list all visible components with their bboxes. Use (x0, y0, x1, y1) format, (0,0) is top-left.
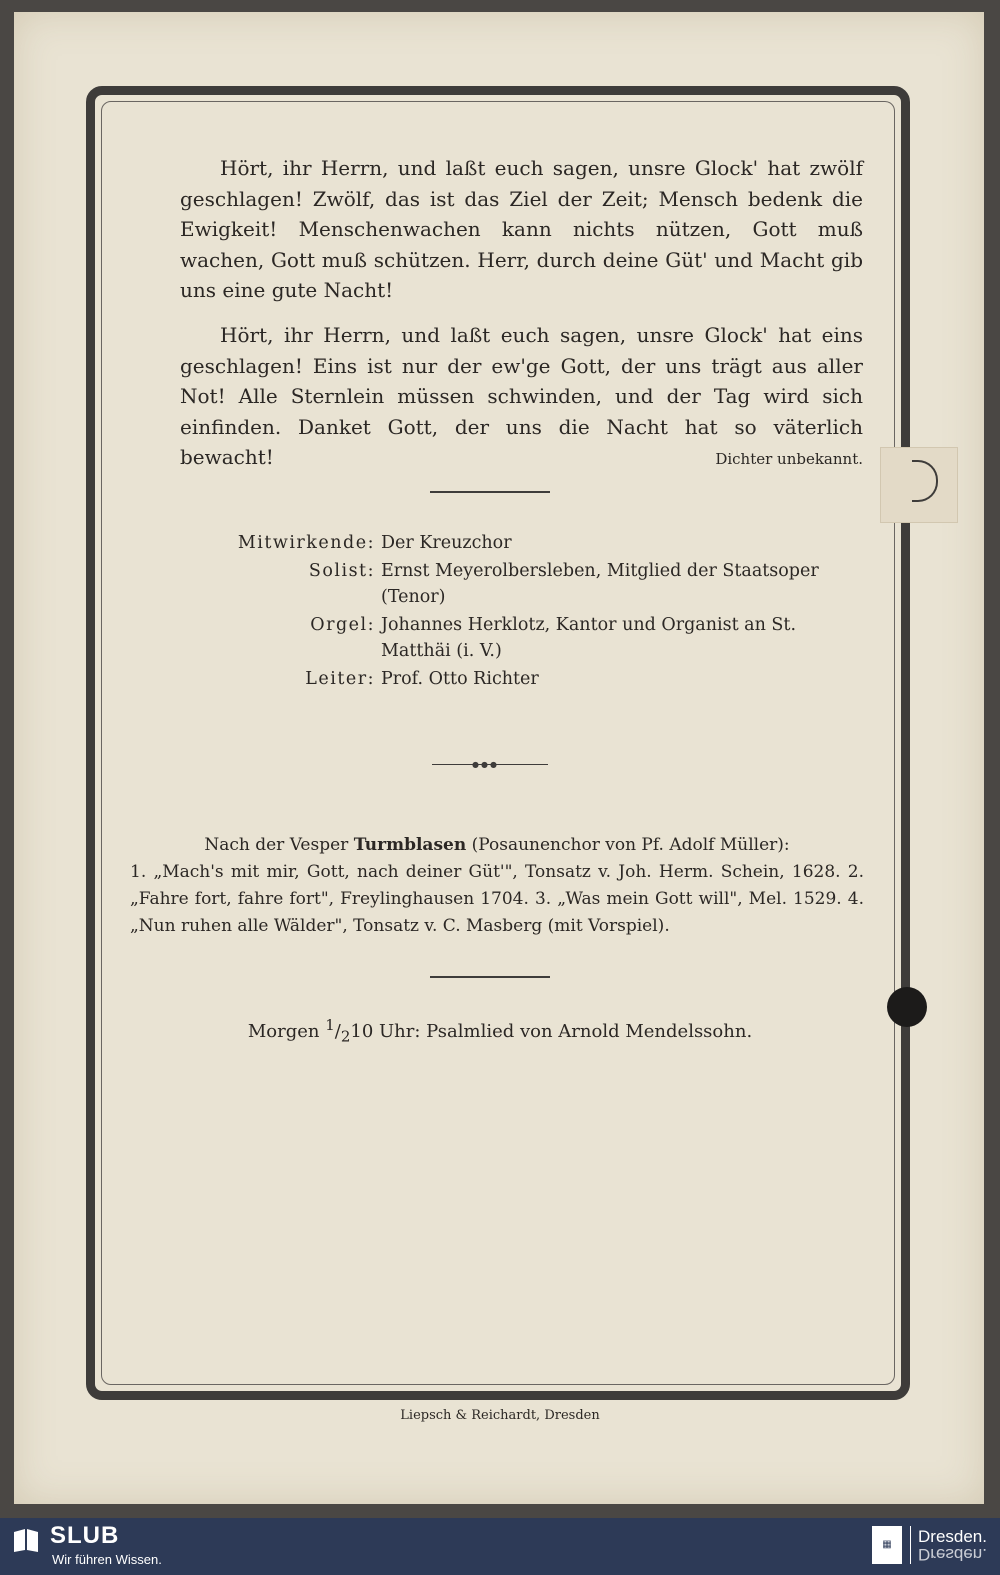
turmblasen-label: Turmblasen (353, 835, 467, 855)
credit-row (220, 612, 870, 664)
divider-line (430, 491, 550, 493)
credit-value: Prof. Otto Richter (381, 669, 539, 689)
printer-imprint: Liepsch & Reichardt, Dresden (400, 1408, 600, 1423)
credit-row (220, 530, 870, 556)
credit-value: Johannes Herklotz, Kantor und Organist an St. Matthäi (i. V.) (381, 615, 797, 661)
credit-value: Ernst Meyerolbersleben, Mitglied der Staatsoper (Tenor) (381, 561, 819, 607)
book-icon (12, 1526, 40, 1554)
morning-notice: Morgen $^1/_210$ Uhr: Psalmlied von Arnold Mendelssohn. (247, 1016, 753, 1046)
divider-line (430, 976, 550, 978)
after-vesper-pieces: 1. „Mach's mit mir, Gott, nach deiner Güt'", Tonsatz v. Joh. Herm. Schein, 1628. 2. „Fahre fort, fahre fort", Freylinghausen 1704. 3. „Was mein Gott will", Mel. 1529. 4. „Nun ruhen alle Wälder", Tonsatz v. C. Masberg (mit Vorspiel). (130, 862, 864, 936)
credit-value: Der Kreuzchor (381, 533, 512, 553)
poet-credit: Dichter unbekannt. (715, 450, 863, 468)
credit-label: Solist: (308, 561, 375, 581)
credit-label: Orgel: (310, 615, 375, 635)
stanza-2-text: Hört, ihr Herrn, und laßt euch sagen, unsre Glock' hat eins geschlagen! Eins ist nur der ew'ge Gott, der uns trägt aus aller Not! Alle Sternlein müssen schwinden, und der Tag wird sich einfinden. Danket Gott, der uns die Nacht hat so väterlich bewacht! (180, 323, 863, 469)
credits-list (220, 530, 870, 694)
stanza-1-text: Hört, ihr Herrn, und laßt euch sagen, unsre Glock' hat zwölf geschlagen! Zwölf, das ist das Ziel der Zeit; Mensch bedenk die Ewigkeit! Menschenwachen kann nichts nützen, Gott muß wachen, Gott muß schützen. Herr, durch deine Güt' und Macht gib uns eine gute Nacht! (180, 156, 863, 302)
poem-stanza-2 (180, 320, 863, 475)
credit-label: Mitwirkende: (237, 533, 375, 553)
after-vesper-section (130, 832, 864, 940)
credit-row (220, 558, 870, 610)
credit-row (220, 666, 870, 692)
credit-label: Leiter: (305, 669, 375, 689)
footer-bar (0, 1518, 1000, 1575)
dresden-crest-icon: ▦ (872, 1526, 902, 1564)
dresden-logo-text[interactable]: Dresden. (918, 1527, 987, 1546)
slub-tagline: Wir führen Wissen. (52, 1552, 162, 1567)
ornamental-divider: ●●● (432, 764, 548, 765)
punch-hole (887, 987, 927, 1027)
slub-logo-text[interactable]: SLUB (50, 1522, 120, 1549)
poem-stanza-1 (180, 153, 863, 306)
dresden-logo-reflection: Dresden. (918, 1545, 987, 1564)
after-vesper-heading: Nach der Vesper Turmblasen (Posaunenchor von Pf. Adolf Müller): (204, 835, 790, 855)
